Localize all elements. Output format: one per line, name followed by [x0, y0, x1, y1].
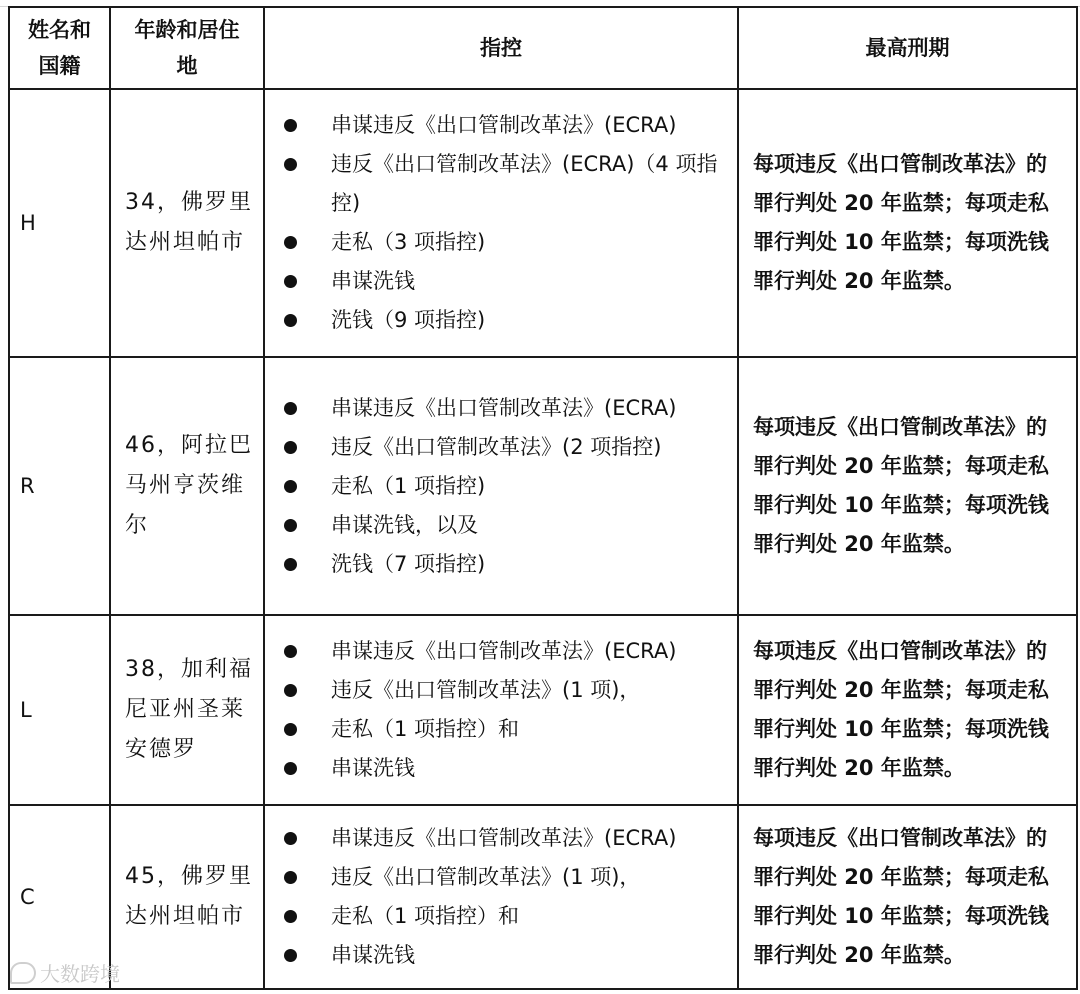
row-penalty: 每项违反《出口管制改革法》的罪行判处 20 年监禁；每项走私罪行判处 10 年监禁；每项洗钱罪行判处 20 年监禁。 — [738, 805, 1077, 989]
charge-item: 走私（1 项指控）和 — [279, 897, 737, 936]
charge-item: 串谋洗钱，以及 — [279, 506, 737, 545]
charges-list — [265, 819, 737, 975]
charge-item: 洗钱（9 项指控) — [279, 301, 737, 340]
charge-item: 违反《出口管制改革法》(2 项指控) — [279, 428, 737, 467]
charge-item: 违反《出口管制改革法》(ECRA)（4 项指控) — [279, 145, 737, 223]
charge-item: 走私（3 项指控) — [279, 223, 737, 262]
row-age-residence: 45，佛罗里达州坦帕市 — [110, 805, 264, 989]
charges-list — [265, 106, 737, 340]
header-age-residence: 年龄和居住地 — [110, 7, 264, 89]
row-charges — [264, 615, 738, 805]
charge-item: 洗钱（7 项指控) — [279, 545, 737, 584]
row-charges — [264, 357, 738, 615]
row-penalty: 每项违反《出口管制改革法》的罪行判处 20 年监禁；每项走私罪行判处 10 年监禁；每项洗钱罪行判处 20 年监禁。 — [738, 89, 1077, 357]
watermark-text: 大数跨境 — [40, 962, 120, 986]
watermark-logo-icon — [10, 962, 36, 984]
charge-item: 违反《出口管制改革法》(1 项)， — [279, 671, 737, 710]
table-row — [9, 357, 1077, 615]
charge-item: 串谋洗钱 — [279, 749, 737, 788]
charges-table — [8, 6, 1078, 990]
row-penalty: 每项违反《出口管制改革法》的罪行判处 20 年监禁；每项走私罪行判处 10 年监禁；每项洗钱罪行判处 20 年监禁。 — [738, 357, 1077, 615]
charge-item: 串谋违反《出口管制改革法》(ECRA) — [279, 106, 737, 145]
charge-item: 串谋洗钱 — [279, 262, 737, 301]
header-max-penalty: 最高刑期 — [738, 7, 1077, 89]
charge-item: 走私（1 项指控) — [279, 467, 737, 506]
charge-item: 违反《出口管制改革法》(1 项)， — [279, 858, 737, 897]
row-charges — [264, 805, 738, 989]
charges-list — [265, 389, 737, 584]
row-charges — [264, 89, 738, 357]
row-age-residence: 46，阿拉巴马州亨茨维尔 — [110, 357, 264, 615]
table-row — [9, 89, 1077, 357]
table-row — [9, 615, 1077, 805]
row-age-residence: 38，加利福尼亚州圣莱安德罗 — [110, 615, 264, 805]
header-charges: 指控 — [264, 7, 738, 89]
row-name: H — [9, 89, 110, 357]
row-name: C — [9, 805, 110, 989]
row-name: L — [9, 615, 110, 805]
charge-item: 串谋违反《出口管制改革法》(ECRA) — [279, 389, 737, 428]
charge-item: 串谋违反《出口管制改革法》(ECRA) — [279, 632, 737, 671]
row-name: R — [9, 357, 110, 615]
row-penalty: 每项违反《出口管制改革法》的罪行判处 20 年监禁；每项走私罪行判处 10 年监禁；每项洗钱罪行判处 20 年监禁。 — [738, 615, 1077, 805]
row-age-residence: 34，佛罗里达州坦帕市 — [110, 89, 264, 357]
table-row — [9, 805, 1077, 989]
header-name: 姓名和国籍 — [9, 7, 110, 89]
charge-item: 串谋洗钱 — [279, 936, 737, 975]
charge-item: 走私（1 项指控）和 — [279, 710, 737, 749]
charge-item: 串谋违反《出口管制改革法》(ECRA) — [279, 819, 737, 858]
header-row — [9, 7, 1077, 89]
charges-list — [265, 632, 737, 788]
watermark — [10, 958, 120, 987]
